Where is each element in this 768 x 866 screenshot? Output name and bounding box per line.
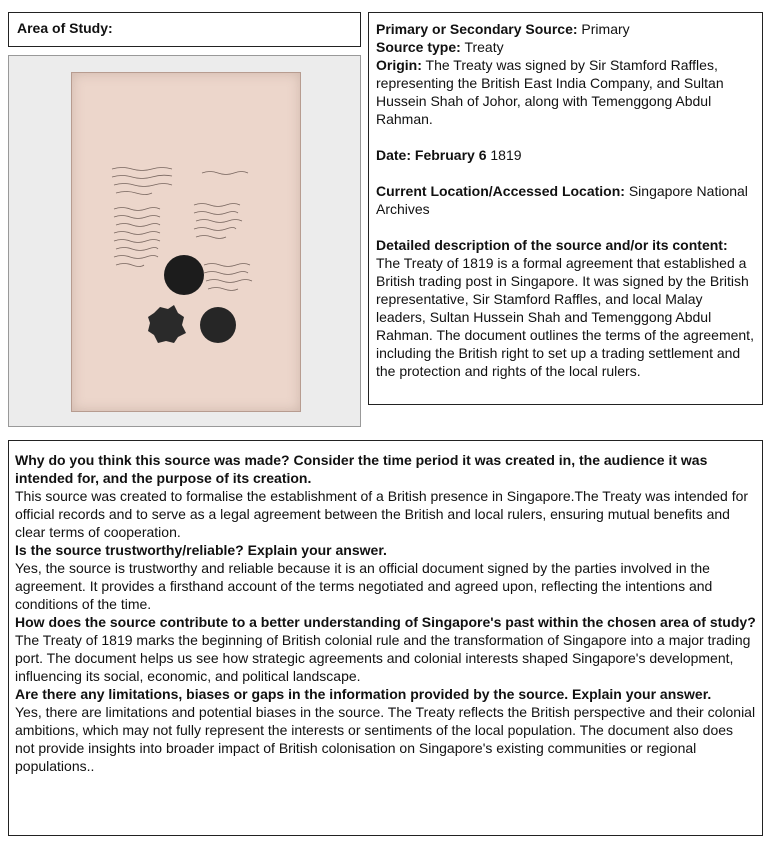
question-1: Why do you think this source was made? Consider the time period it was created in, the audience it was intended for, and the purpose of its creation. bbox=[15, 452, 708, 486]
description-heading bbox=[376, 236, 755, 254]
date-value: 1819 bbox=[490, 147, 522, 163]
origin-label: Origin: bbox=[376, 57, 422, 73]
answer-3: The Treaty of 1819 marks the beginning of British colonial rule and the transformation of Singapore into a major trading port. The document helps us see how strategic agreements and colonial interests shaped Singapore's development, influencing its social, economic, and political landscape. bbox=[15, 632, 751, 684]
question-4: Are there any limitations, biases or gaps in the information provided by the source. Explain your answer. bbox=[15, 686, 712, 702]
date-label: Date: February 6 bbox=[376, 147, 487, 163]
primary-value: Primary bbox=[581, 21, 630, 37]
location-label: Current Location/Accessed Location: bbox=[376, 183, 625, 199]
treaty-scan-drawing bbox=[72, 73, 300, 411]
source-info-box bbox=[368, 12, 763, 405]
type-line bbox=[376, 38, 755, 56]
seal-large bbox=[164, 255, 204, 295]
type-label: Source type: bbox=[376, 39, 461, 55]
location-value: Singapore National Archives bbox=[376, 183, 748, 217]
answer-4: Yes, there are limitations and potential biases in the source. The Treaty reflects the British perspective and their colonial ambitions, which may not fully represent the interests or sentiments of the local population. The document also does not provide insights into broader impact of British colonisation on Singapore's existing communities or regional populations.. bbox=[15, 704, 756, 774]
seal-medium bbox=[200, 307, 236, 343]
primary-label: Primary or Secondary Source: bbox=[376, 21, 578, 37]
type-value: Treaty bbox=[464, 39, 504, 55]
origin-line bbox=[376, 56, 755, 128]
origin-value: The Treaty was signed by Sir Stamford Raffles, representing the British East India Company, and Sultan Hussein Shah of Johor, along with Temenggong Abdul Rahman. bbox=[376, 57, 724, 127]
treaty-image-frame bbox=[8, 55, 361, 427]
location-line bbox=[376, 182, 755, 218]
seal-small bbox=[148, 305, 186, 343]
answer-2: Yes, the source is trustworthy and reliable because it is an official document signed by the parties involved in the agreement. It provides a firsthand account of the terms negotiated and agreed upon, reflecting the intentions and conditions of the time. bbox=[15, 560, 713, 612]
primary-line bbox=[376, 20, 755, 38]
date-line bbox=[376, 146, 755, 164]
treaty-document-image bbox=[71, 72, 301, 412]
description-text: The Treaty of 1819 is a formal agreement that established a British trading post in Singapore. It was signed by the British representative, Sir Stamford Raffles, and local Malay leaders, Sultan Hussein Shah and Temenggong Abdul Rahman. The document outlines the terms of the agreement, including the British right to set up a trading settlement and the protection and rights of the local rulers. bbox=[376, 255, 754, 379]
area-of-study-box bbox=[8, 12, 361, 47]
question-3: How does the source contribute to a better understanding of Singapore's past within the chosen area of study? bbox=[15, 614, 756, 630]
questions-box bbox=[8, 440, 763, 836]
answer-1: This source was created to formalise the establishment of a British presence in Singapore.The Treaty was intended for official records and to serve as a legal agreement between the British and local rulers, ensuring mutual benefits and clear terms of cooperation. bbox=[15, 488, 749, 540]
question-2: Is the source trustworthy/reliable? Explain your answer. bbox=[15, 542, 387, 558]
area-of-study-label: Area of Study: bbox=[17, 20, 113, 36]
description-label: Detailed description of the source and/or its content: bbox=[376, 237, 728, 253]
